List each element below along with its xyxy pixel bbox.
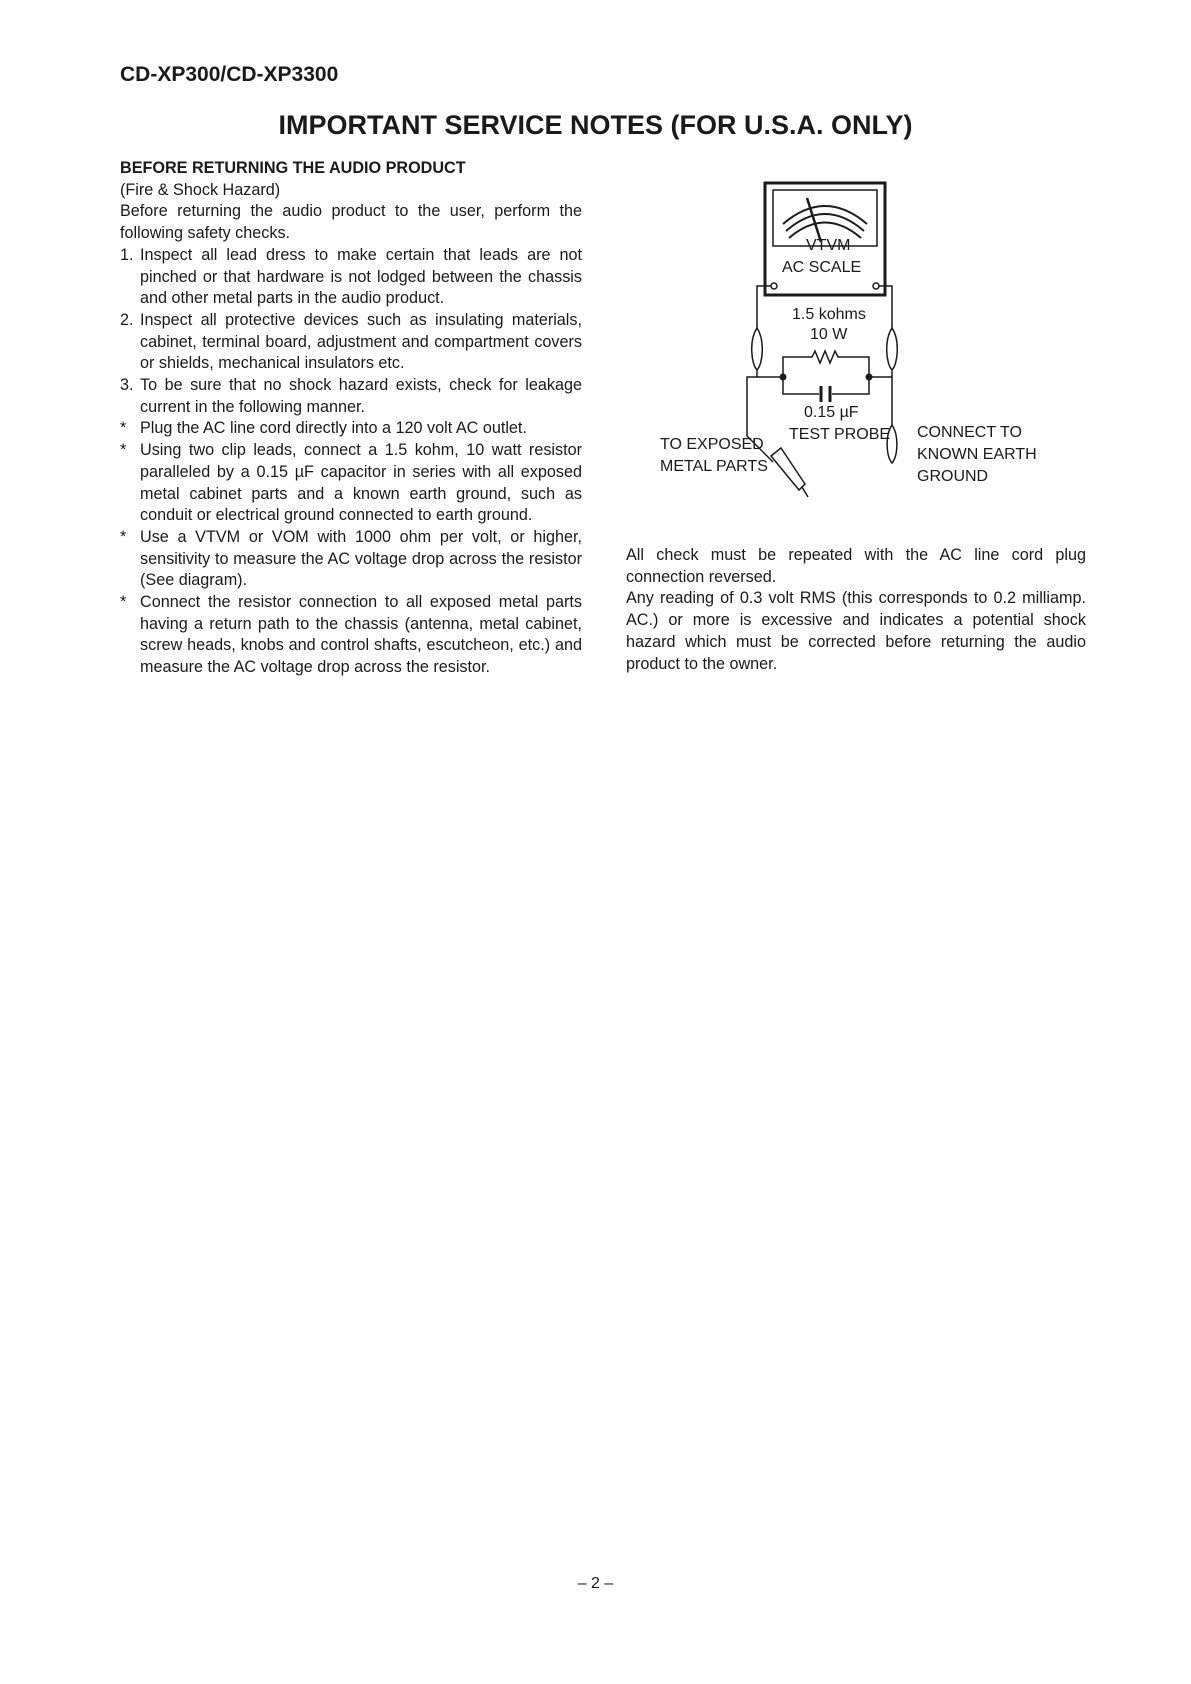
note-paragraph: Any reading of 0.3 volt RMS (this corresponds to 0.2 milliamp. AC.) or more is excessive and indicates a potential shock hazard which must be corrected before returning the audio product to the owner. bbox=[626, 589, 1086, 673]
step-marker: 3. bbox=[120, 376, 134, 395]
earth-ground-label-line1: CONNECT TO bbox=[917, 424, 1022, 441]
bullet-marker: * bbox=[120, 419, 127, 438]
junction-node bbox=[780, 374, 787, 381]
vtvm-label: VTVM bbox=[806, 237, 851, 254]
section-intro: Before returning the audio product to the user, perform the following safety checks. bbox=[120, 202, 582, 243]
exposed-metal-label-line2: METAL PARTS bbox=[660, 458, 768, 475]
step-item bbox=[120, 310, 582, 375]
resistor-power-label: 10 W bbox=[810, 326, 848, 343]
junction-node bbox=[866, 374, 873, 381]
page-number: – 2 – bbox=[577, 1575, 614, 1592]
bullet-text: Using two clip leads, connect a 1.5 kohm, 10 watt resistor paralleled by a 0.15 µF capacitor in series with all exposed metal cabinet parts and a known earth ground, such as conduit or electrical ground connected to earth ground. bbox=[140, 441, 582, 525]
bullet-text: Use a VTVM or VOM with 1000 ohm per volt, or higher, sensitivity to measure the AC voltage drop across the resistor (See diagram). bbox=[140, 527, 582, 590]
earth-ground-label-line3: GROUND bbox=[917, 468, 989, 485]
bullet-item bbox=[120, 527, 582, 592]
bullet-item bbox=[120, 418, 582, 440]
section-subheading: (Fire & Shock Hazard) bbox=[120, 180, 281, 199]
test-probe-label: TEST PROBE bbox=[789, 426, 891, 443]
bullet-marker: * bbox=[120, 527, 127, 546]
step-text: Inspect all lead dress to make certain that leads are not pinched or that hardware is not lodged between the chassis and other metal parts in the audio product. bbox=[140, 245, 582, 308]
wire-left-node bbox=[757, 370, 783, 377]
bullet-text: Plug the AC line cord directly into a 120 volt AC outlet. bbox=[140, 419, 527, 438]
bullet-text: Connect the resistor connection to all exposed metal parts having a return path to the chassis (antenna, metal cabinet, screw heads, knobs and control shafts, escutcheon, etc.) and measure the AC voltage drop across the resistor. bbox=[140, 593, 582, 677]
exposed-metal-label-line1: TO EXPOSED bbox=[660, 436, 764, 453]
clip-right bbox=[887, 328, 898, 370]
step-item bbox=[120, 375, 582, 418]
section-heading: BEFORE RETURNING THE AUDIO PRODUCT bbox=[120, 159, 466, 177]
safety-checks-section bbox=[120, 158, 582, 679]
bullet-item bbox=[120, 440, 582, 527]
leakage-test-diagram bbox=[655, 180, 1085, 520]
step-text: Inspect all protective devices such as insulating materials, cabinet, terminal board, adjustment and compartment covers or shields, mechanical insulators etc. bbox=[140, 310, 582, 373]
step-marker: 2. bbox=[120, 310, 134, 329]
bullet-marker: * bbox=[120, 593, 127, 612]
ac-scale-label: AC SCALE bbox=[782, 259, 862, 276]
bullet-item bbox=[120, 592, 582, 679]
note-paragraph: All check must be repeated with the AC line cord plug connection reversed. bbox=[626, 546, 1086, 586]
resistor-branch bbox=[783, 351, 869, 377]
step-item bbox=[120, 245, 582, 310]
notes-section bbox=[626, 545, 1086, 675]
step-marker: 1. bbox=[120, 245, 134, 264]
wire-right-node bbox=[869, 370, 892, 377]
capacitor-value-label: 0.15 µF bbox=[804, 404, 859, 421]
probe-tip bbox=[802, 487, 808, 497]
resistor-value-label: 1.5 kohms bbox=[792, 306, 866, 323]
model-number: CD-XP300/CD-XP3300 bbox=[120, 63, 339, 86]
bullet-marker: * bbox=[120, 441, 127, 460]
meter-terminal-right bbox=[873, 283, 879, 289]
step-text: To be sure that no shock hazard exists, check for leakage current in the following manner. bbox=[140, 376, 582, 416]
meter-terminal-left bbox=[771, 283, 777, 289]
capacitor-branch bbox=[783, 377, 869, 394]
earth-ground-label-line2: KNOWN EARTH bbox=[917, 446, 1037, 463]
clip-left bbox=[752, 328, 763, 370]
page-title: IMPORTANT SERVICE NOTES (FOR U.S.A. ONLY) bbox=[278, 110, 913, 140]
test-probe bbox=[771, 448, 805, 490]
